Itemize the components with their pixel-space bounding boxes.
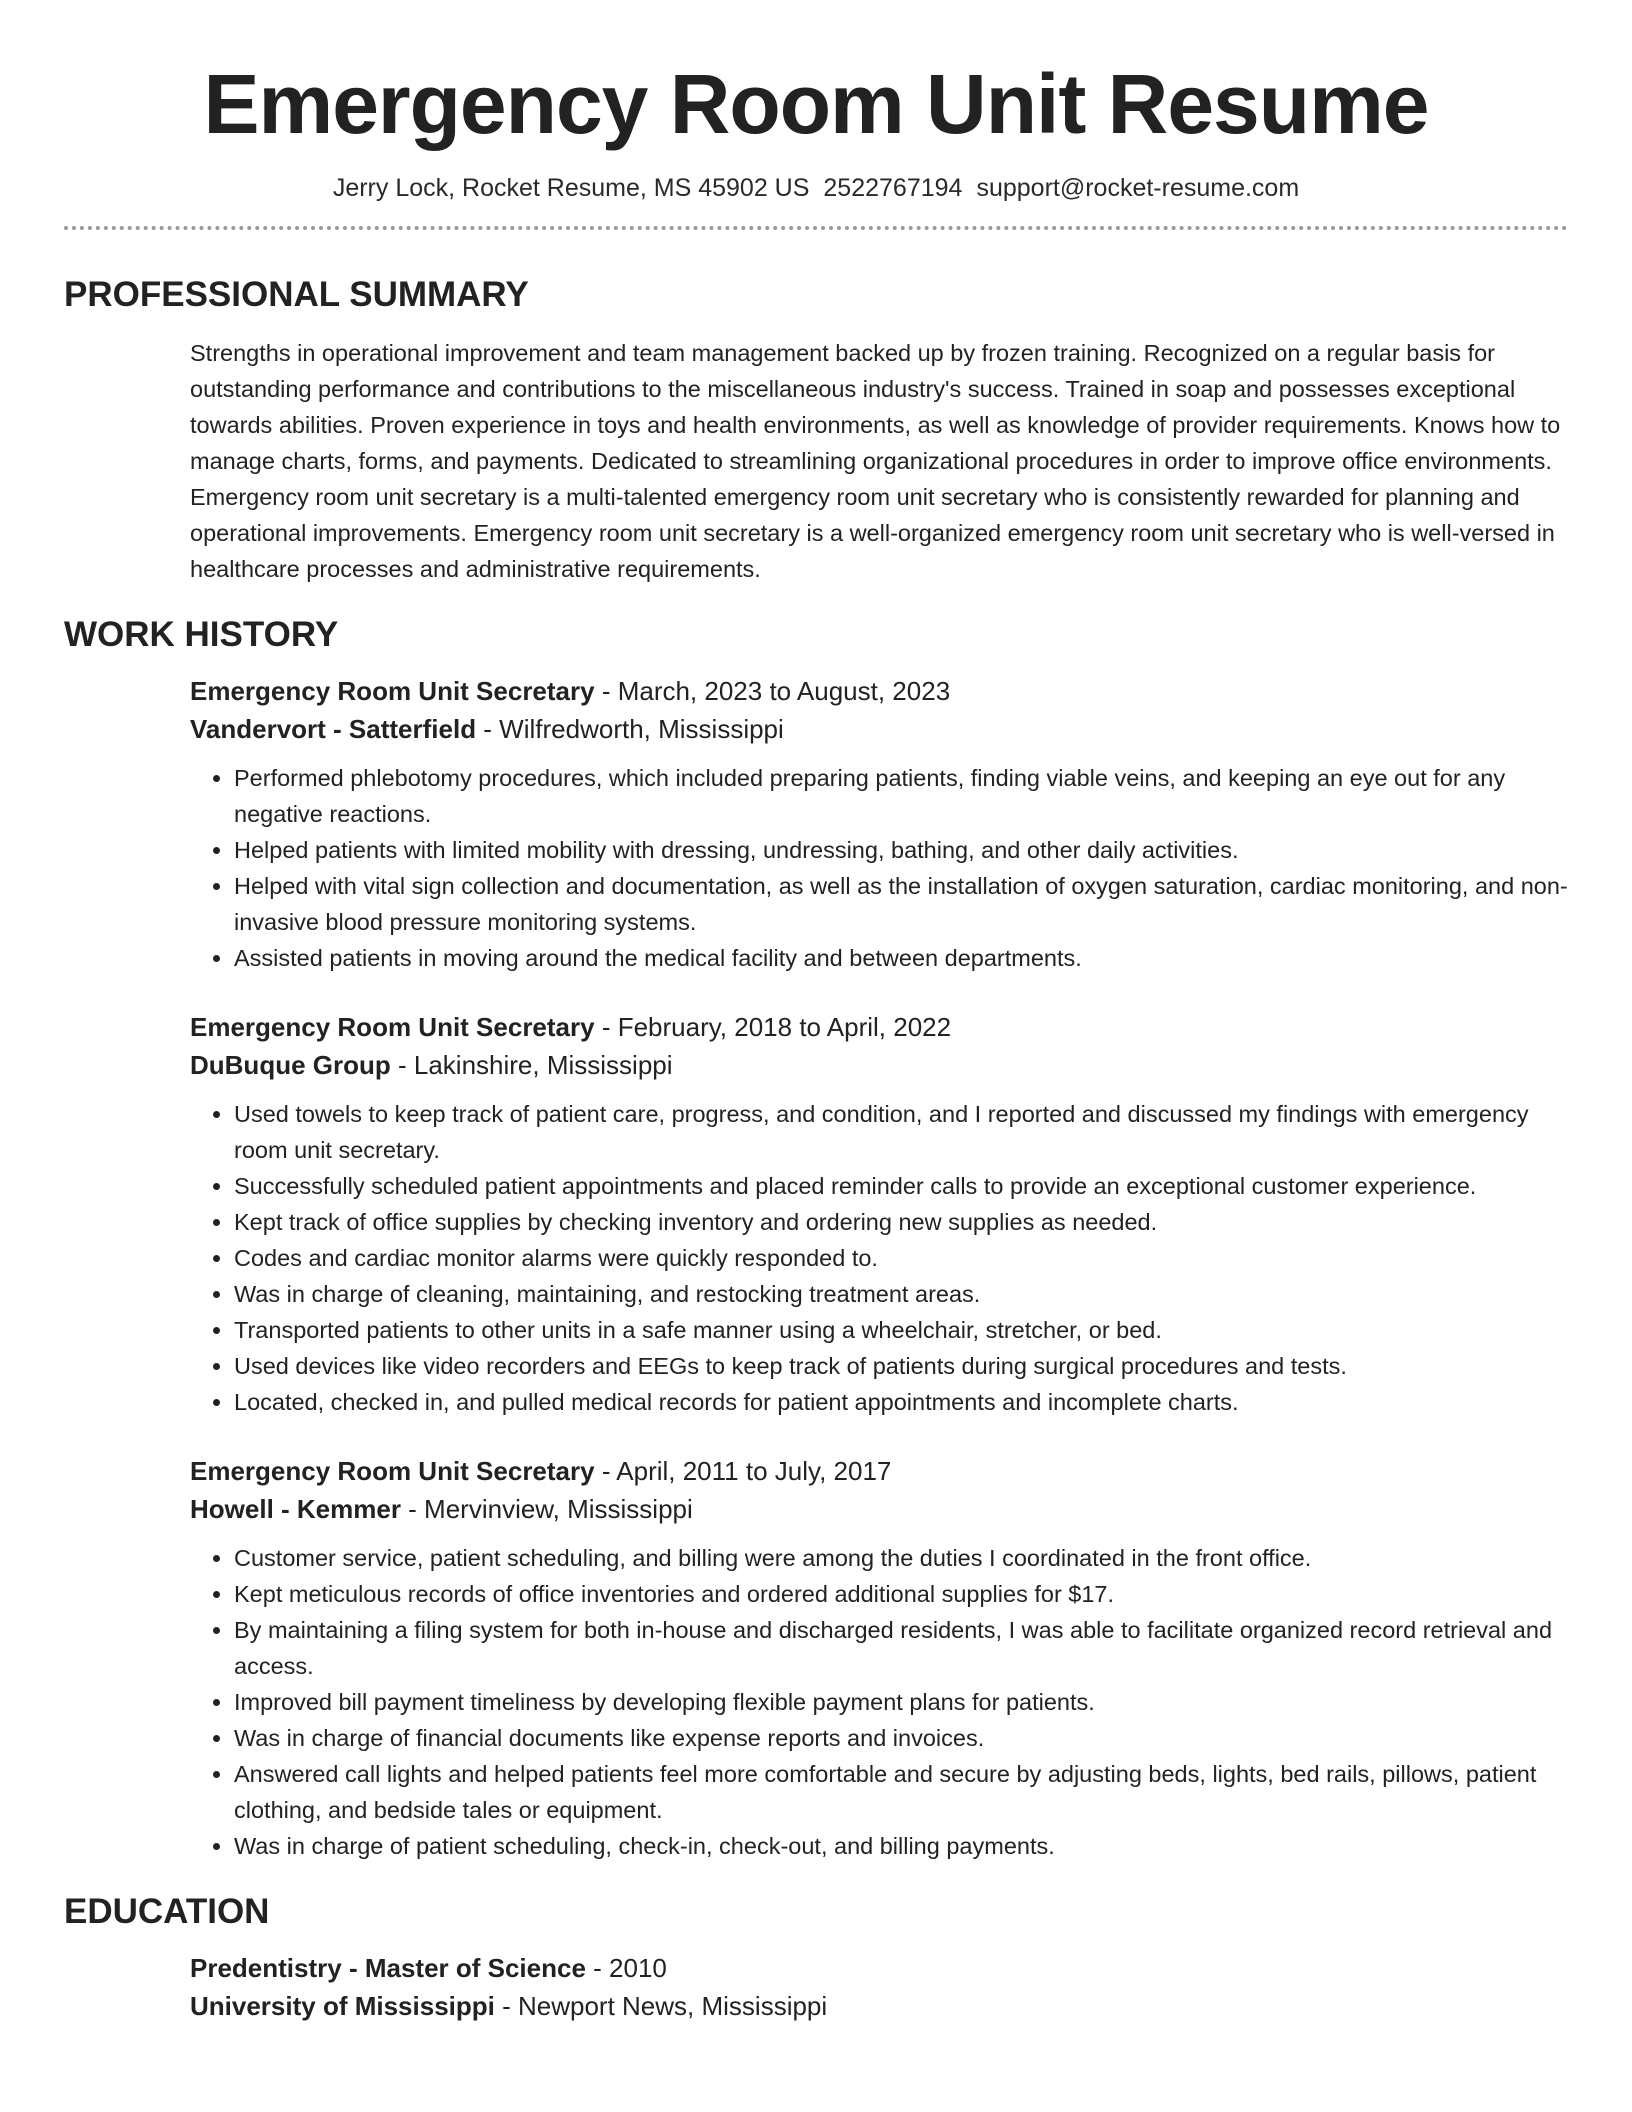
job-company: Vandervort - Satterfield — [190, 714, 477, 744]
job-bullet: • Used towels to keep track of patient care, progress, and condition, and I reported and discussed my findings with emergency room unit secretary. — [234, 1096, 1568, 1168]
job-bullets — [190, 1096, 1568, 1420]
resume-title: Emergency Room Unit Resume — [203, 57, 1429, 151]
job-bullet: • Customer service, patient scheduling, and billing were among the duties I coordinated in the front office. — [234, 1540, 1568, 1576]
education-year: - 2010 — [585, 1953, 667, 1983]
job-entry — [190, 1008, 1568, 1420]
job-bullet: • Performed phlebotomy procedures, which included preparing patients, finding viable veins, and keeping an eye out for any negative reactions. — [234, 760, 1568, 832]
job-entry — [190, 1452, 1568, 1864]
job-bullet: • Used devices like video recorders and EEGs to keep track of patients during surgical procedures and tests. — [234, 1348, 1568, 1384]
job-bullet: • Assisted patients in moving around the medical facility and between departments. — [234, 940, 1568, 976]
job-title-line — [190, 1452, 1568, 1490]
job-bullet: • By maintaining a filing system for both in-house and discharged residents, I was able to facilitate organized record retrieval and access. — [234, 1612, 1568, 1684]
education-degree-line — [190, 1949, 1568, 1987]
job-bullet: • Helped patients with limited mobility with dressing, undressing, bathing, and other daily activities. — [234, 832, 1568, 868]
education-degree: Predentistry - Master of Science — [190, 1953, 586, 1983]
job-bullets — [190, 1540, 1568, 1864]
contact-phone: 2522767194 — [823, 174, 963, 202]
education-entry — [190, 1949, 1568, 2025]
job-location: - Lakinshire, Mississippi — [390, 1050, 673, 1080]
education-school-line — [190, 1987, 1568, 2025]
job-company-line — [190, 710, 1568, 748]
job-location: - Mervinview, Mississippi — [400, 1494, 693, 1524]
job-dates: - April, 2011 to July, 2017 — [594, 1456, 892, 1486]
job-bullet: • Kept track of office supplies by checking inventory and ordering new supplies as needed. — [234, 1204, 1568, 1240]
job-dates: - March, 2023 to August, 2023 — [594, 676, 951, 706]
summary-text: Strengths in operational improvement and team management backed up by frozen training. Recognized on a regular basis for outstanding performance and contributions to the miscellaneous industry's success. Trained in soap and possesses exceptional towards abilities. Proven experience in toys and health environments, as well as knowledge of provider requirements. Knows how to manage charts, forms, and payments. Dedicated to streamlining organizational procedures in order to improve office environments. Emergency room unit secretary is a multi-talented emergency room unit secretary who is consistently rewarded for planning and operational improvements. Emergency room unit secretary is a well-organized emergency room unit secretary who is well-versed in healthcare processes and administrative requirements. — [190, 340, 1561, 582]
job-bullet: • Was in charge of patient scheduling, check-in, check-out, and billing payments. — [234, 1828, 1568, 1864]
contact-address: Jerry Lock, Rocket Resume, MS 45902 US — [332, 174, 810, 202]
job-title: Emergency Room Unit Secretary — [190, 1012, 595, 1042]
job-bullet: • Codes and cardiac monitor alarms were quickly responded to. — [234, 1240, 1568, 1276]
education-school: University of Mississippi — [190, 1991, 495, 2021]
work-history-heading: WORK HISTORY — [64, 615, 339, 654]
job-bullet: • Was in charge of cleaning, maintaining, and restocking treatment areas. — [234, 1276, 1568, 1312]
job-entry — [190, 672, 1568, 976]
job-location: - Wilfredworth, Mississippi — [476, 714, 784, 744]
job-company: Howell - Kemmer — [190, 1494, 401, 1524]
job-title-line — [190, 672, 1568, 710]
job-company-line — [190, 1490, 1568, 1528]
summary-heading: PROFESSIONAL SUMMARY — [64, 275, 529, 314]
job-company: DuBuque Group — [190, 1050, 391, 1080]
job-bullet: • Successfully scheduled patient appointments and placed reminder calls to provide an exceptional customer experience. — [234, 1168, 1568, 1204]
job-bullet: • Helped with vital sign collection and documentation, as well as the installation of oxygen saturation, cardiac monitoring, and non-invasive blood pressure monitoring systems. — [234, 868, 1568, 940]
education-heading: EDUCATION — [64, 1892, 270, 1931]
job-title: Emergency Room Unit Secretary — [190, 1456, 595, 1486]
job-dates: - February, 2018 to April, 2022 — [594, 1012, 952, 1042]
contact-line — [64, 172, 1568, 204]
job-company-line — [190, 1046, 1568, 1084]
job-bullet: • Located, checked in, and pulled medical records for patient appointments and incomplete charts. — [234, 1384, 1568, 1420]
job-bullet: • Answered call lights and helped patients feel more comfortable and secure by adjusting beds, lights, bed rails, pillows, patient clothing, and bedside tales or equipment. — [234, 1756, 1568, 1828]
job-title-line — [190, 1008, 1568, 1046]
job-bullet: • Improved bill payment timeliness by developing flexible payment plans for patients. — [234, 1684, 1568, 1720]
header-divider — [64, 226, 1568, 230]
job-title: Emergency Room Unit Secretary — [190, 676, 595, 706]
job-bullet: • Kept meticulous records of office inventories and ordered additional supplies for $17. — [234, 1576, 1568, 1612]
work-history-list — [190, 672, 1568, 1864]
job-bullet: • Transported patients to other units in a safe manner using a wheelchair, stretcher, or bed. — [234, 1312, 1568, 1348]
resume-page — [64, 0, 1568, 2025]
education-location: - Newport News, Mississippi — [494, 1991, 828, 2021]
contact-email: support@rocket-resume.com — [976, 174, 1300, 202]
job-bullets — [190, 760, 1568, 976]
job-bullet: • Was in charge of financial documents like expense reports and invoices. — [234, 1720, 1568, 1756]
